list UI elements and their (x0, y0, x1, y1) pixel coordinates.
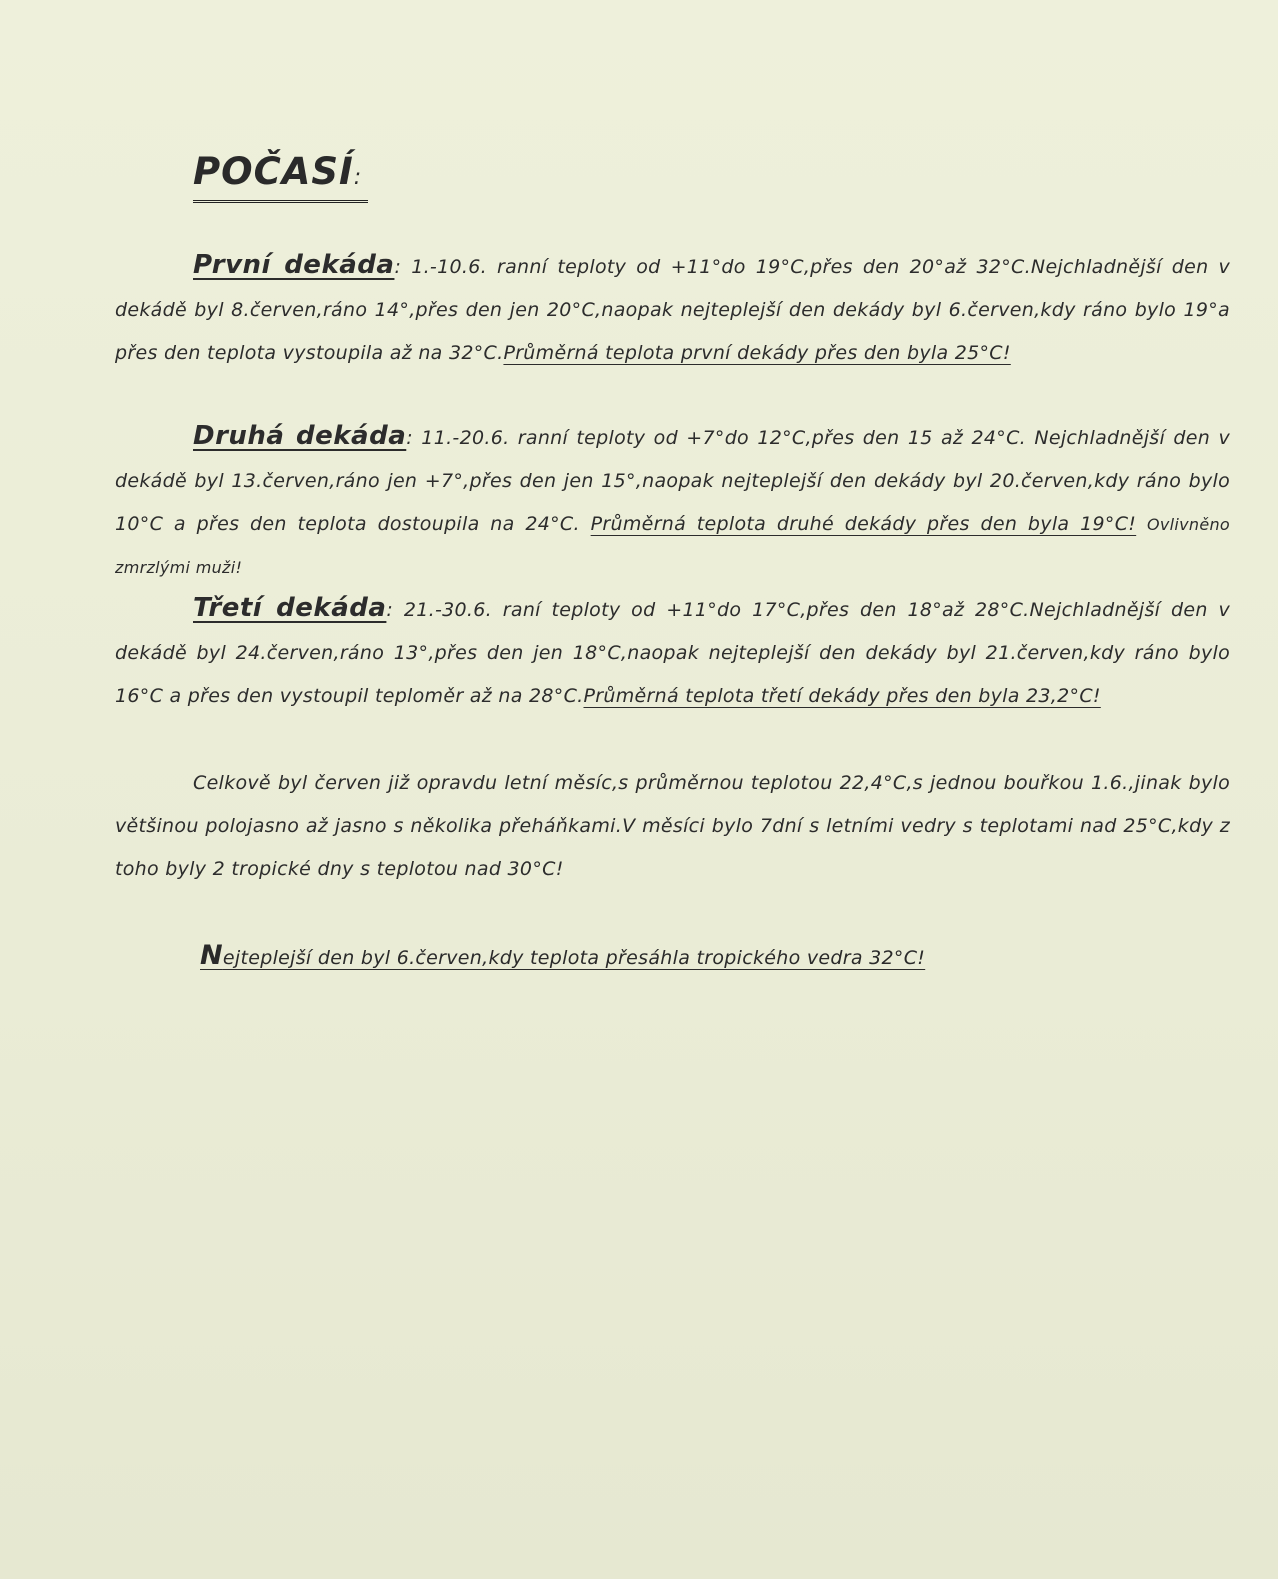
section-body: : 21.-30.6. raní teploty od +11°do 17°C,přes den 18°až 28°C.Nejchladnější den v dekádě byl 24.červen,ráno 13°,přes den jen 18°C,naopak nejteplejší den dekády byl 21.červen,kdy ráno bylo 16°C a přes den vystoupil teploměr až na 28°C. (115, 599, 1230, 707)
overall-summary (115, 762, 1230, 891)
section-heading: Druhá dekáda (193, 421, 407, 451)
section-summary: Průměrná teplota druhé dekády přes den byla 19°C! (590, 513, 1137, 535)
section-third-decade (115, 587, 1230, 718)
final-first-letter: N (200, 940, 223, 971)
section-body: : 1.-10.6. ranní teploty od +11°do 19°C,přes den 20°až 32°C.Nejchladnější den v dekádě byl 8.červen,ráno 14°,přes den jen 20°C,naopak nejteplejší den dekády byl 6.červen,kdy ráno bylo 19°a přes den teplota vystoupila až na 32°C. (115, 256, 1230, 364)
section-second-decade (115, 415, 1230, 589)
hottest-day-note (200, 938, 925, 976)
page-title (193, 150, 368, 203)
section-summary: Průměrná teplota třetí dekády přes den byla 23,2°C! (583, 685, 1101, 707)
section-body: : 11.-20.6. ranní teploty od +7°do 12°C,přes den 15 až 24°C. Nejchladnější den v dekádě byl 13.červen,ráno jen +7°,přes den jen 15°,naopak nejteplejší den dekády byl 20.červen,kdy ráno bylo 10°C a přes den teplota dostoupila na 24°C. (115, 427, 1230, 535)
section-heading: První dekáda (193, 250, 395, 280)
section-summary: Průměrná teplota první dekády přes den byla 25°C! (503, 342, 1011, 364)
overall-text: Celkově byl červen již opravdu letní měsíc,s průměrnou teplotou 22,4°C,s jednou bouřkou 1.6.,jinak bylo většinou polojasno až jasno s několika přeháňkami.V měsíci bylo 7dní s letními vedry s teplotami nad 25°C,kdy z toho byly 2 tropické dny s teplotou nad 30°C! (115, 772, 1230, 880)
title-colon: : (353, 165, 363, 190)
section-note: Ovlivněno zmrzlými muži! (115, 515, 1231, 577)
section-heading: Třetí dekáda (193, 593, 387, 623)
section-first-decade (115, 244, 1230, 375)
title-text: POČASÍ (193, 150, 354, 193)
final-text: ejteplejší den byl 6.červen,kdy teplota přesáhla tropického vedra 32°C! (222, 947, 926, 969)
